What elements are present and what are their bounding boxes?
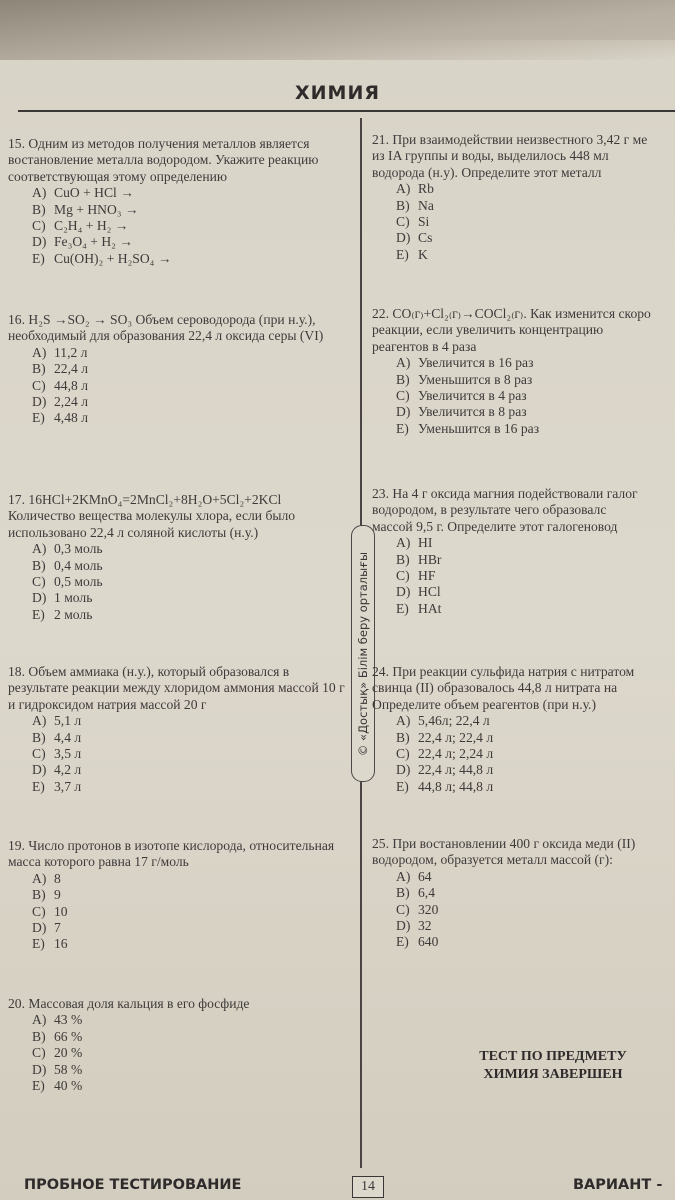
question-text: 16. H₂S →SO₂ → SO₃ Объем сероводорода (при н.у.), необходимый для образования 22,4 л оксида серы (VI) xyxy=(8,312,324,344)
answer-option: E) Cu(OH)₂ + H₂SO₄ → xyxy=(32,250,172,266)
answer-option: E) Уменьшится в 16 раз xyxy=(396,420,540,436)
question-text-line: массой 9,5 г. Определите этот галогеновод xyxy=(372,518,618,534)
answer-option: D) Cs xyxy=(396,230,433,246)
answer-option: A) Увеличится в 16 раз xyxy=(396,355,534,371)
answer-options xyxy=(8,713,348,795)
answer-option: A) HI xyxy=(396,535,433,551)
answer-options xyxy=(372,869,672,951)
finish-line-1: ТЕСТ ПО ПРЕДМЕТУ xyxy=(479,1049,627,1064)
answer-option: E) 16 xyxy=(32,936,68,952)
answer-option: D) 22,4 л; 44,8 л xyxy=(396,762,494,778)
answer-option: B) Уменьшится в 8 раз xyxy=(396,371,533,387)
answer-option: E) 640 xyxy=(396,934,439,950)
answer-options xyxy=(8,541,348,623)
question-text-line: 21. При взаимодействии неизвестного 3,42 г ме xyxy=(372,132,648,147)
answer-option: C) Si xyxy=(396,214,430,230)
answer-option: B) 0,4 моль xyxy=(32,557,103,573)
question-15 xyxy=(8,136,348,267)
question-text-line: 25. При востановлении 400 г оксида меди (II) xyxy=(372,836,636,851)
question-23 xyxy=(372,486,672,617)
answer-option: D) Fe₃O₄ + H₂ → xyxy=(32,234,133,250)
answer-option: B) 66 % xyxy=(32,1028,83,1044)
answer-option: C) 44,8 л xyxy=(32,377,88,393)
page-header xyxy=(0,82,675,104)
question-20 xyxy=(8,996,348,1094)
answer-options xyxy=(8,1012,348,1094)
answer-options xyxy=(8,185,348,267)
answer-option: B) Mg + HNO₃ → xyxy=(32,201,139,217)
question-text-line: свинца (II) образовалось 44,8 л нитрата на xyxy=(372,680,618,696)
answer-option: C) 3,5 л xyxy=(32,746,82,762)
answer-option: B) 22,4 л xyxy=(32,361,88,377)
answer-option: A) 0,3 моль xyxy=(32,541,103,557)
question-19 xyxy=(8,838,348,953)
answer-option: A) 5,46л; 22,4 л xyxy=(396,713,490,729)
question-24 xyxy=(372,664,672,795)
question-text-line: 22. CO₍г₎+Cl₂₍г₎→COCl₂₍г₎. Как изменится скоро xyxy=(372,306,651,321)
question-text: 15. Одним из методов получения металлов является востановление металла водородом. Укажите реакцию соответствующая этому определению xyxy=(8,136,319,184)
answer-option: D) 1 моль xyxy=(32,590,93,606)
question-text-line: реагентов в 4 раза xyxy=(372,338,477,354)
answer-option: D) 7 xyxy=(32,920,61,936)
answer-option: B) 6,4 xyxy=(396,885,435,901)
answer-option: A) 11,2 л xyxy=(32,344,88,360)
question-text-line: Определите объем реагентов (при н.у.) xyxy=(372,696,596,712)
question-text-line: водородом, в результате чего образовалс xyxy=(372,502,607,518)
question-18 xyxy=(8,664,348,795)
answer-option: C) C₂H₄ + H₂ → xyxy=(32,218,129,234)
copyright-text: © «Достық» Білім беру орталығы xyxy=(356,551,370,756)
answer-option: A) 43 % xyxy=(32,1012,83,1028)
test-finished-notice xyxy=(448,1048,658,1084)
answer-option: E) K xyxy=(396,246,428,262)
question-text-line: водорода (н.у). Определите этот металл xyxy=(372,164,602,180)
header-rule xyxy=(18,110,675,112)
answer-option: C) 320 xyxy=(396,901,439,917)
answer-option: D) 32 xyxy=(396,918,432,934)
answer-option: A) 8 xyxy=(32,870,61,886)
answer-option: B) 22,4 л; 22,4 л xyxy=(396,729,494,745)
answer-option: C) 10 xyxy=(32,903,68,919)
answer-options xyxy=(372,713,672,795)
answer-option: D) 4,2 л xyxy=(32,762,82,778)
question-16 xyxy=(8,312,348,427)
question-text-line: 23. На 4 г оксида магния подействовали галог xyxy=(372,486,638,501)
answer-options xyxy=(372,535,672,617)
question-text: 18. Объем аммиака (н.у.), который образовался в результате реакции между хлоридом аммония массой 10 г и гидроксидом натрия массой 20 г xyxy=(8,664,345,712)
answer-options xyxy=(8,345,348,427)
answer-option: B) 9 xyxy=(32,887,61,903)
answer-option: C) 0,5 моль xyxy=(32,574,103,590)
question-text-line: реакции, если увеличить концентрацию xyxy=(372,322,604,338)
footer-variant: ВАРИАНТ - xyxy=(573,1177,663,1193)
question-25 xyxy=(372,836,672,951)
answer-option: E) 4,48 л xyxy=(32,410,88,426)
subject-title: ХИМИЯ xyxy=(295,82,380,104)
answer-option: E) 40 % xyxy=(32,1078,83,1094)
question-text-line: водородом, образуется металл массой (г): xyxy=(372,852,613,868)
answer-option: B) 4,4 л xyxy=(32,729,82,745)
footer-title: ПРОБНОЕ ТЕСТИРОВАНИЕ xyxy=(24,1177,242,1193)
answer-option: A) Rb xyxy=(396,181,434,197)
answer-option: C) 22,4 л; 2,24 л xyxy=(396,746,494,762)
answer-option: E) 3,7 л xyxy=(32,778,82,794)
answer-options xyxy=(372,355,672,437)
question-22 xyxy=(372,306,672,437)
page-number: 14 xyxy=(352,1176,384,1198)
answer-option: D) HCl xyxy=(396,584,441,600)
answer-option: E) HAt xyxy=(396,600,442,616)
background-shadow xyxy=(0,0,675,60)
answer-option: D) Увеличится в 8 раз xyxy=(396,404,527,420)
answer-options xyxy=(8,871,348,953)
question-text: 17. 16HCl+2KMnO₄=2MnCl₂+8H₂O+5Cl₂+2KCl Количество вещества молекулы хлора, если было использовано 22,4 л соляной кислоты (н.у.) xyxy=(8,492,296,540)
answer-option: A) CuO + HCl → xyxy=(32,185,134,201)
answer-option: C) Увеличится в 4 раз xyxy=(396,388,527,404)
question-text: 20. Массовая доля кальция в его фосфиде xyxy=(8,996,250,1011)
answer-option: A) 5,1 л xyxy=(32,713,82,729)
question-text-line: 24. При реакции сульфида натрия с нитратом xyxy=(372,664,635,679)
question-text: 19. Число протонов в изотопе кислорода, относительная масса которого равна 17 г/моль xyxy=(8,838,335,870)
question-21 xyxy=(372,132,672,263)
answer-option: B) HBr xyxy=(396,551,442,567)
finish-line-2: ХИМИЯ ЗАВЕРШЕН xyxy=(483,1067,623,1082)
answer-option: C) 20 % xyxy=(32,1045,83,1061)
answer-option: D) 2,24 л xyxy=(32,394,88,410)
question-17 xyxy=(8,492,348,623)
answer-option: E) 44,8 л; 44,8 л xyxy=(396,778,494,794)
question-text-line: из IA группы и воды, выделилось 448 мл xyxy=(372,148,609,164)
answer-option: A) 64 xyxy=(396,868,432,884)
answer-option: D) 58 % xyxy=(32,1061,83,1077)
answer-option: B) Na xyxy=(396,197,434,213)
answer-options xyxy=(372,181,672,263)
answer-option: C) HF xyxy=(396,568,436,584)
answer-option: E) 2 моль xyxy=(32,606,93,622)
